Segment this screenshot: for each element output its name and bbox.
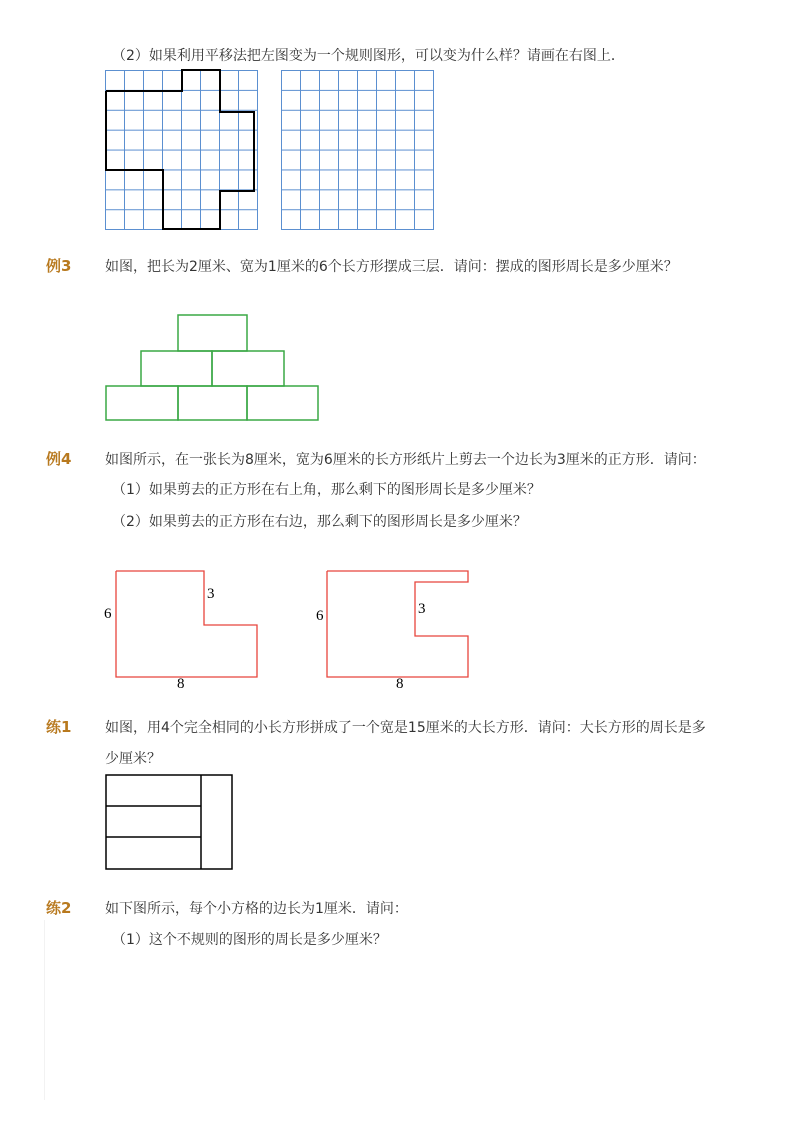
practice-2-question-1: （1）这个不规则的图形的周长是多少厘米？: [112, 932, 387, 948]
pyramid-rect-middle-1: [141, 351, 212, 386]
practice-1-text-line-1: 如图，用4个完全相同的小长方形拼成了一个宽是15厘米的大长方形．请问：大长方形的周长是多: [105, 720, 706, 736]
pyramid-rect-middle-2: [212, 351, 284, 386]
pyramid-rect-bottom-3: [247, 386, 318, 420]
translate-question-text: （2）如果利用平移法把左图变为一个规则图形，可以变为什么样？请画在右图上．: [112, 48, 625, 64]
page-margin-line: [44, 920, 45, 1100]
pyramid-rect-bottom-1: [106, 386, 178, 420]
practice-2-label: 练2: [46, 899, 72, 917]
cross-shape-figure: [100, 65, 262, 235]
example-4-question-1: （1）如果剪去的正方形在右上角，那么剩下的图形周长是多少厘米？: [112, 482, 541, 498]
side-notch-outline: [327, 571, 468, 677]
fig2-side-label: 6: [316, 608, 324, 624]
fig2-cut-label: 3: [418, 601, 426, 617]
example-3-text: 如图，把长为2厘米、宽为1厘米的6个长方形摆成三层．请问：摆成的图形周长是多少厘米？: [105, 259, 678, 275]
fig2-bottom-label: 8: [396, 676, 404, 692]
fig1-bottom-label: 8: [177, 676, 185, 692]
practice-1-label: 练1: [46, 718, 72, 736]
practice-1-text-line-2: 少厘米？: [105, 751, 161, 767]
example-4-label: 例4: [46, 450, 72, 468]
pyramid-rect-bottom-2: [178, 386, 247, 420]
right-grid: [281, 70, 434, 230]
example-4-text: 如图所示，在一张长为8厘米，宽为6厘米的长方形纸片上剪去一个边长为3厘米的正方形．请问：: [105, 452, 706, 468]
cross-shape-outline: [106, 70, 254, 229]
example-4-question-2: （2）如果剪去的正方形在右边，那么剩下的图形周长是多少厘米？: [112, 514, 527, 530]
big-rectangle: [106, 775, 232, 869]
corner-cut-outline: [116, 571, 257, 677]
fig1-cut-label: 3: [207, 586, 215, 602]
practice-2-text: 如下图所示，每个小方格的边长为1厘米．请问：: [105, 901, 408, 917]
pyramid-rect-top: [178, 315, 247, 351]
example-3-label: 例3: [46, 257, 72, 275]
four-rectangles-figure: [100, 770, 240, 875]
rectangle-pyramid-figure: [100, 310, 325, 425]
fig1-side-label: 6: [104, 606, 112, 622]
